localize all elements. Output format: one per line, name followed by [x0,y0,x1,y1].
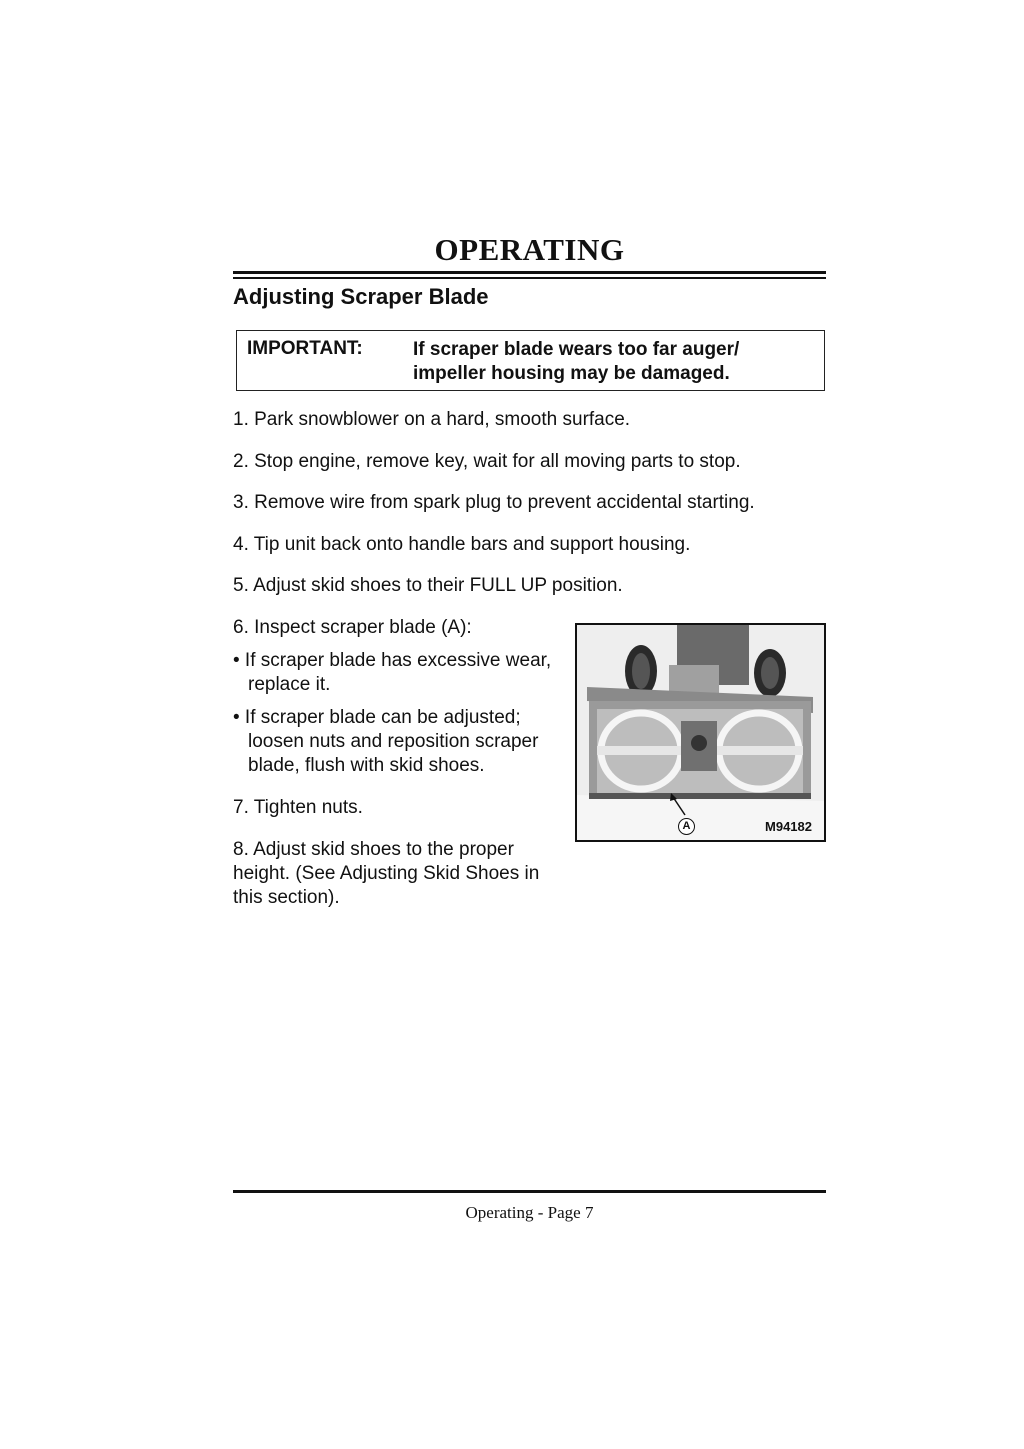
step-4: 4. Tip unit back onto handle bars and support housing. [233,534,691,555]
snowblower-figure [575,623,826,842]
snowblower-illustration [577,625,824,840]
important-notice-box [236,330,825,391]
header-rule-thick [233,271,826,274]
bullet-adjust: • If scraper blade can be adjusted; loosen nuts and reposition scraper blade, flush with skid shoes. [233,707,539,776]
section-title: Adjusting Scraper Blade [233,284,489,309]
step-6: 6. Inspect scraper blade (A): [233,617,472,638]
page-header-title: OPERATING [434,232,625,267]
footer-rule [233,1190,826,1193]
callout-a-label: A [678,818,695,835]
figure-id: M94182 [765,819,812,834]
step-3: 3. Remove wire from spark plug to prevent accidental starting. [233,492,755,513]
important-text: If scraper blade wears too far auger/ impeller housing may be damaged. [413,339,740,384]
step-1: 1. Park snowblower on a hard, smooth surface. [233,409,631,430]
step-2: 2. Stop engine, remove key, wait for all moving parts to stop. [233,451,741,472]
step-5: 5. Adjust skid shoes to their FULL UP position. [233,575,623,596]
important-label: IMPORTANT: [247,338,363,359]
footer-page-label: Operating - Page 7 [465,1203,594,1222]
step-8: 8. Adjust skid shoes to the proper height. (See Adjusting Skid Shoes in this section). [233,839,540,908]
header-rule-thin [233,277,826,279]
step-7: 7. Tighten nuts. [233,797,363,818]
bullet-replace: • If scraper blade has excessive wear, replace it. [233,650,552,695]
